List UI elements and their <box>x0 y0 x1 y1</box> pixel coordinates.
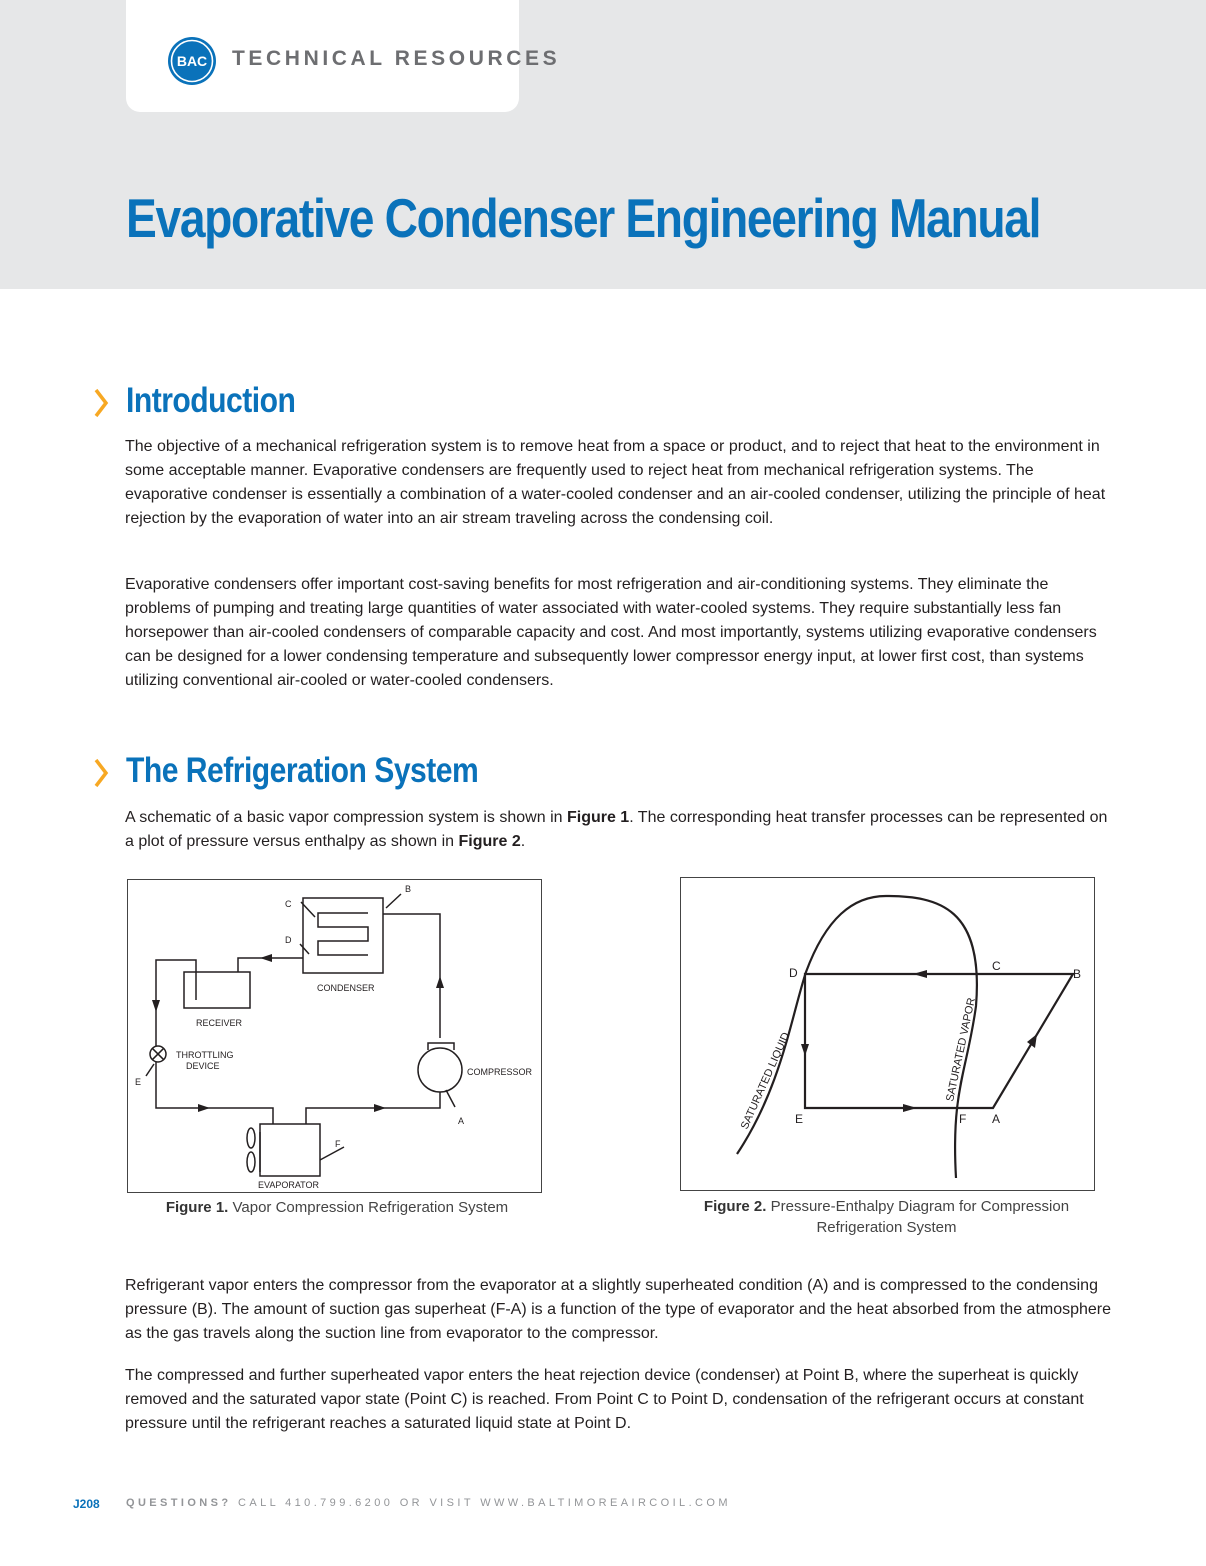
arrow-left-icon <box>260 954 272 962</box>
compressor-body <box>418 1048 462 1092</box>
intro-heading: Introduction <box>126 381 296 420</box>
logo-text: BAC <box>176 53 208 69</box>
figure-1-schematic <box>127 879 542 1193</box>
leader-e <box>146 1064 154 1076</box>
arrow-right-icon <box>903 1104 917 1112</box>
label-condenser: CONDENSER <box>317 983 375 993</box>
label-receiver: RECEIVER <box>196 1018 243 1028</box>
refrig-heading: The Refrigeration System <box>126 751 479 790</box>
pressure-enthalpy-diagram <box>681 878 1094 1190</box>
condenser-coil <box>318 913 368 955</box>
page-title: Evaporative Condenser Engineering Manual <box>126 187 1041 249</box>
refrigeration-schematic <box>128 880 541 1192</box>
arrow-right-icon <box>198 1104 210 1112</box>
label-device: DEVICE <box>186 1061 220 1071</box>
leader-b <box>386 894 401 908</box>
figure-2-ref: Figure 2 <box>458 833 521 850</box>
refrig-p1-text-a: A schematic of a basic vapor compression system is shown in <box>125 809 567 826</box>
figure-2-caption-text-1: Pressure-Enthalpy Diagram for Compression <box>770 1198 1070 1215</box>
label-f: F <box>959 1112 967 1126</box>
label-throttling: THROTTLING <box>176 1050 234 1060</box>
refrig-paragraph-3: The compressed and further superheated vapor enters the heat rejection device (condenser) at Point B, where the superheat is quickly removed and the saturated vapor state (Point C) is reached. From Point C to Point D, condensation of the refrigerant occurs at constant pressure until the refrigerant reaches a saturated liquid state at Point D. <box>125 1367 1084 1432</box>
leader-a <box>446 1090 455 1107</box>
footer-contact[interactable] <box>126 1497 731 1509</box>
intro-paragraph-2: Evaporative condensers offer important cost-saving benefits for most refrigeration and air-conditioning systems. They eliminate the problems of pumping and treating large quantities of water associated with water-cooled systems. They require substantially less fan horsepower than air-cooled condensers of comparable capacity and cost. And most importantly, systems utilizing evaporative condensers can be designed for a lower condensing temperature and subsequently lower compressor energy input, at lower first cost, than systems utilizing conventional air-cooled or water-cooled condensers. <box>125 576 1097 689</box>
throttling-x <box>152 1048 163 1059</box>
label-evaporator: EVAPORATOR <box>258 1180 320 1190</box>
label-saturated-vapor: SATURATED VAPOR <box>944 996 978 1103</box>
section-label: TECHNICAL RESOURCES <box>232 47 561 70</box>
label-c: C <box>285 899 292 909</box>
receiver-box <box>184 972 250 1008</box>
fan-blade-bottom <box>247 1152 255 1172</box>
label-b: B <box>1073 967 1082 981</box>
leader-d <box>300 944 309 954</box>
figure-1-ref: Figure 1 <box>566 809 630 826</box>
label-e: E <box>795 1112 804 1126</box>
arrow-down-icon <box>152 1000 160 1012</box>
arrow-up-right-icon <box>1027 1034 1037 1048</box>
chevron-right-icon <box>93 758 109 788</box>
footer <box>0 1497 1206 1517</box>
footer-questions: QUESTIONS? <box>126 1497 232 1509</box>
saturation-dome <box>737 896 977 1178</box>
intro-paragraph-1: The objective of a mechanical refrigeration system is to remove heat from a space or product, and to reject that heat to the environment in some acceptable manner. Evaporative condensers are frequently used to reject heat from mechanical refrigeration systems. The evaporative condenser is essentially a combination of a water-cooled condenser and an air-cooled condenser, utilizing the principle of heat rejection by the evaporation of water into an air stream traveling across the condensing coil. <box>125 438 1106 527</box>
arrow-down-icon <box>801 1044 809 1056</box>
label-c: C <box>992 959 1001 973</box>
arrow-right-icon <box>374 1104 386 1112</box>
figure-1-caption <box>127 1197 547 1218</box>
label-f: F <box>335 1139 341 1149</box>
label-b: B <box>405 884 412 894</box>
receiver-to-valve-line <box>156 960 196 1046</box>
refrig-paragraph-2: Refrigerant vapor enters the compressor from the evaporator at a slightly superheated condition (A) and is compressed to the condensing pressure (B). The amount of suction gas superheat (F-A) is a function of the type of evaporator and the heat absorbed from the atmosphere as the gas travels along the suction line from evaporator to the compressor. <box>125 1277 1112 1342</box>
label-e: E <box>135 1077 142 1087</box>
page-number: J208 <box>73 1497 100 1511</box>
refrig-paragraph-1 <box>125 806 1115 854</box>
figure-2-caption <box>680 1196 1093 1238</box>
chevron-right-icon <box>93 388 109 418</box>
refrig-p1-text-b: . The corresponding heat transfer processes can be represented on a plot of pressure versus enthalpy as shown in <box>125 809 1108 850</box>
label-d: D <box>285 935 292 945</box>
evaporator-box <box>260 1124 320 1176</box>
figure-2-caption-text-2: Refrigeration System <box>816 1219 957 1236</box>
label-a: A <box>992 1112 1001 1126</box>
figure-1-caption-num: Figure 1. <box>165 1199 229 1216</box>
fan-blade-top <box>247 1128 255 1148</box>
refrig-p1-text-c: . <box>520 833 526 850</box>
arrow-up-icon <box>436 976 444 988</box>
label-compressor: COMPRESSOR <box>467 1067 533 1077</box>
footer-contact-text[interactable]: CALL 410.799.6200 OR VISIT WWW.BALTIMOREAIRCOIL.COM <box>237 1497 731 1509</box>
discharge-line <box>383 914 440 1038</box>
figure-2-diagram <box>680 877 1095 1191</box>
figure-1-caption-text: Vapor Compression Refrigeration System <box>232 1199 509 1216</box>
figure-2-caption-num: Figure 2. <box>703 1198 767 1215</box>
label-saturated-liquid: SATURATED LIQUID <box>738 1030 793 1132</box>
valve-to-evaporator-line <box>156 1062 273 1124</box>
condenser-box <box>303 898 383 973</box>
label-d: D <box>789 966 798 980</box>
bac-logo[interactable] <box>167 36 217 86</box>
arrow-left-icon <box>913 970 927 978</box>
label-a: A <box>458 1116 465 1126</box>
suction-line <box>306 1092 440 1124</box>
